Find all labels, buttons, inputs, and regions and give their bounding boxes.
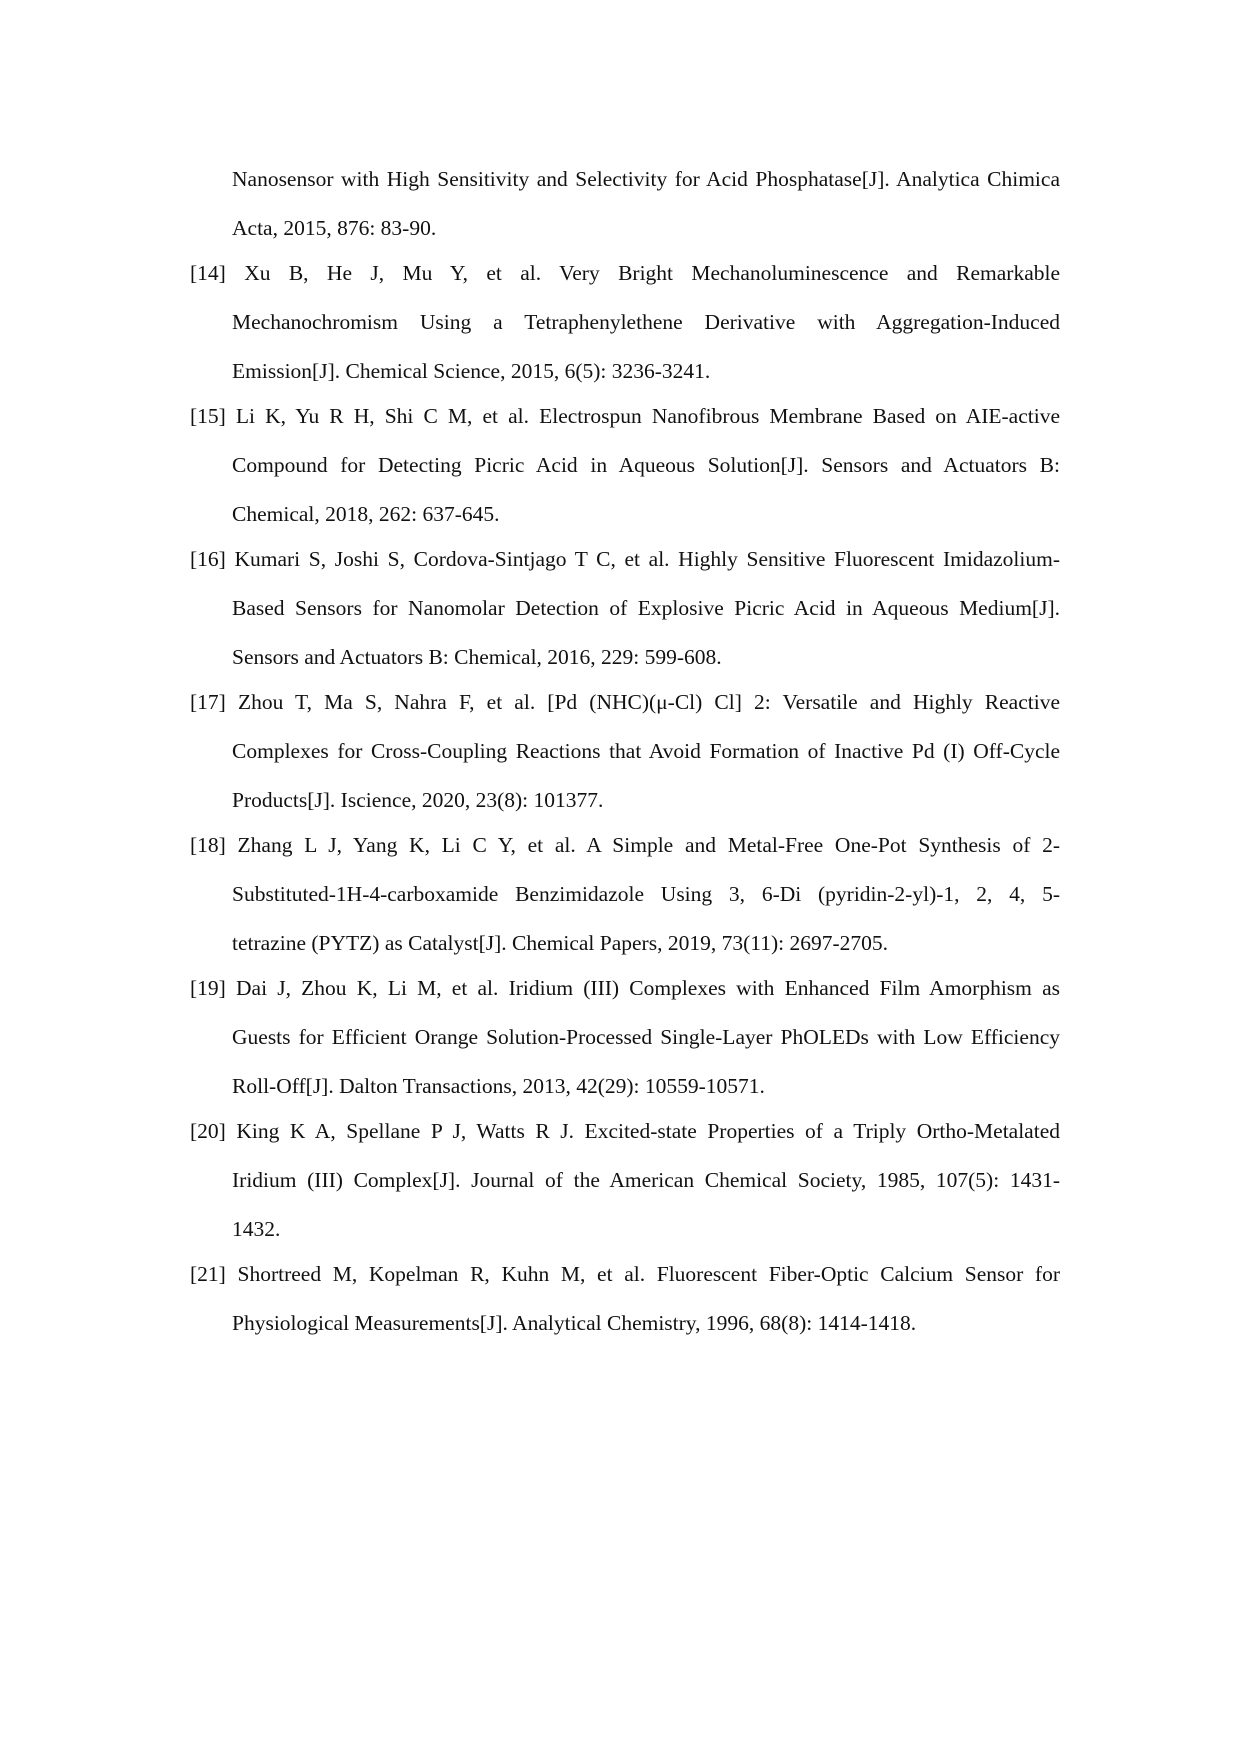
reference-line bbox=[190, 1107, 1060, 1156]
reference-text: Sensors and Actuators B: Chemical, 2016, 229: 599-608. bbox=[232, 645, 722, 669]
reference-entry bbox=[190, 821, 1060, 968]
reference-text: Roll-Off[J]. Dalton Transactions, 2013, 42(29): 10559-10571. bbox=[232, 1074, 765, 1098]
reference-line bbox=[190, 1299, 1060, 1348]
reference-line bbox=[190, 919, 1060, 968]
reference-text: Guests for Efficient Orange Solution-Processed Single-Layer PhOLEDs with Low Efficiency bbox=[232, 1025, 1060, 1049]
reference-line bbox=[190, 1250, 1060, 1299]
reference-number: [21] bbox=[190, 1262, 226, 1286]
reference-line bbox=[190, 1013, 1060, 1062]
reference-text: Compound for Detecting Picric Acid in Aqueous Solution[J]. Sensors and Actuators B: bbox=[232, 453, 1060, 477]
reference-line bbox=[190, 204, 1060, 253]
reference-text: Physiological Measurements[J]. Analytical Chemistry, 1996, 68(8): 1414-1418. bbox=[232, 1311, 917, 1335]
reference-text: Substituted-1H-4-carboxamide Benzimidazole Using 3, 6-Di (pyridin-2-yl)-1, 2, 4, 5- bbox=[232, 882, 1060, 906]
reference-text: Iridium (III) Complex[J]. Journal of the American Chemical Society, 1985, 107(5): 1431- bbox=[232, 1168, 1060, 1192]
reference-text: Mechanochromism Using a Tetraphenylethene Derivative with Aggregation-Induced bbox=[232, 310, 1060, 334]
reference-line bbox=[190, 392, 1060, 441]
reference-entry bbox=[190, 678, 1060, 825]
reference-line bbox=[190, 298, 1060, 347]
reference-entry bbox=[190, 155, 1060, 253]
reference-text: Products[J]. Iscience, 2020, 23(8): 101377. bbox=[232, 788, 604, 812]
reference-line bbox=[190, 776, 1060, 825]
reference-number: [18] bbox=[190, 833, 226, 857]
reference-text: Emission[J]. Chemical Science, 2015, 6(5): 3236-3241. bbox=[232, 359, 711, 383]
reference-entry bbox=[190, 535, 1060, 682]
reference-line bbox=[190, 678, 1060, 727]
reference-text: King K A, Spellane P J, Watts R J. Excited-state Properties of a Triply Ortho-Metalated bbox=[236, 1119, 1060, 1143]
reference-number: [15] bbox=[190, 404, 226, 428]
reference-text: Based Sensors for Nanomolar Detection of Explosive Picric Acid in Aqueous Medium[J]. bbox=[232, 596, 1060, 620]
reference-line bbox=[190, 535, 1060, 584]
reference-line bbox=[190, 1156, 1060, 1205]
reference-number: [19] bbox=[190, 976, 226, 1000]
reference-line bbox=[190, 155, 1060, 204]
reference-line bbox=[190, 249, 1060, 298]
reference-number: [14] bbox=[190, 261, 226, 285]
reference-text: Chemical, 2018, 262: 637-645. bbox=[232, 502, 500, 526]
reference-entry bbox=[190, 392, 1060, 539]
reference-line bbox=[190, 490, 1060, 539]
reference-text: tetrazine (PYTZ) as Catalyst[J]. Chemical Papers, 2019, 73(11): 2697-2705. bbox=[232, 931, 888, 955]
reference-line bbox=[190, 870, 1060, 919]
reference-text: Complexes for Cross-Coupling Reactions that Avoid Formation of Inactive Pd (I) Off-Cycle bbox=[232, 739, 1060, 763]
reference-line bbox=[190, 584, 1060, 633]
reference-line bbox=[190, 727, 1060, 776]
reference-text: Li K, Yu R H, Shi C M, et al. Electrospun Nanofibrous Membrane Based on AIE-active bbox=[235, 404, 1060, 428]
reference-line bbox=[190, 821, 1060, 870]
reference-text: Xu B, He J, Mu Y, et al. Very Bright Mechanoluminescence and Remarkable bbox=[244, 261, 1061, 285]
reference-text: Nanosensor with High Sensitivity and Selectivity for Acid Phosphatase[J]. Analytica Chimica bbox=[232, 167, 1060, 191]
reference-text: Shortreed M, Kopelman R, Kuhn M, et al. Fluorescent Fiber-Optic Calcium Sensor for bbox=[237, 1262, 1060, 1286]
reference-line bbox=[190, 1062, 1060, 1111]
reference-entry bbox=[190, 1107, 1060, 1254]
reference-text: Acta, 2015, 876: 83-90. bbox=[232, 216, 437, 240]
reference-number: [16] bbox=[190, 547, 226, 571]
reference-line bbox=[190, 964, 1060, 1013]
reference-text: Kumari S, Joshi S, Cordova-Sintjago T C, et al. Highly Sensitive Fluorescent Imidazolium- bbox=[234, 547, 1060, 571]
reference-text: 1432. bbox=[232, 1217, 281, 1241]
reference-line bbox=[190, 441, 1060, 490]
reference-text: Dai J, Zhou K, Li M, et al. Iridium (III) Complexes with Enhanced Film Amorphism as bbox=[236, 976, 1060, 1000]
reference-number: [17] bbox=[190, 690, 226, 714]
reference-entry bbox=[190, 1250, 1060, 1348]
reference-number: [20] bbox=[190, 1119, 226, 1143]
reference-entry bbox=[190, 249, 1060, 396]
reference-text: Zhang L J, Yang K, Li C Y, et al. A Simple and Metal-Free One-Pot Synthesis of 2- bbox=[237, 833, 1060, 857]
reference-line bbox=[190, 1205, 1060, 1254]
reference-list bbox=[190, 155, 1060, 1348]
reference-line bbox=[190, 633, 1060, 682]
reference-entry bbox=[190, 964, 1060, 1111]
reference-text: Zhou T, Ma S, Nahra F, et al. [Pd (NHC)(μ-Cl) Cl] 2: Versatile and Highly Reactive bbox=[237, 690, 1061, 714]
reference-line bbox=[190, 347, 1060, 396]
